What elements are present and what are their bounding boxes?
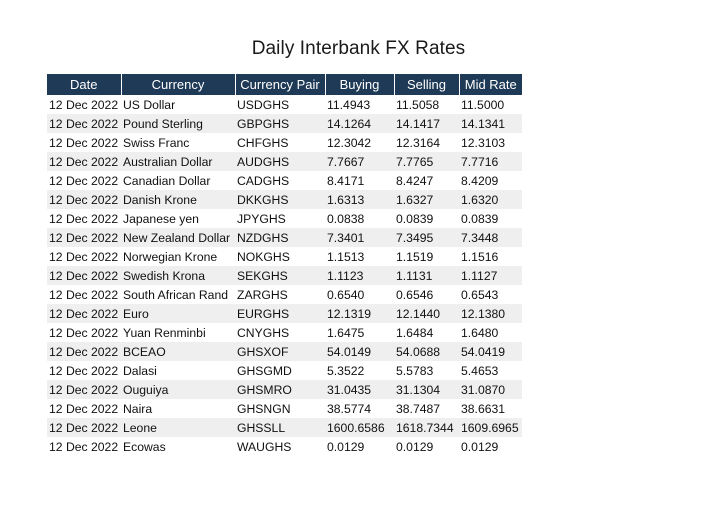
table-row: [47, 323, 522, 342]
cell-selling: 1.6327: [394, 190, 459, 209]
cell-selling: 1618.7344: [394, 418, 459, 437]
cell-selling: 7.7765: [394, 152, 459, 171]
cell-currency: Danish Krone: [121, 190, 235, 209]
cell-currency-pair: NZDGHS: [235, 228, 325, 247]
cell-selling: 0.0839: [394, 209, 459, 228]
cell-currency-pair: NOKGHS: [235, 247, 325, 266]
cell-selling: 11.5058: [394, 95, 459, 114]
cell-currency: Canadian Dollar: [121, 171, 235, 190]
cell-currency-pair: DKKGHS: [235, 190, 325, 209]
table-row: [47, 266, 522, 285]
cell-selling: 38.7487: [394, 399, 459, 418]
cell-date: 12 Dec 2022: [47, 361, 121, 380]
table-row: [47, 247, 522, 266]
cell-selling: 14.1417: [394, 114, 459, 133]
cell-buying: 1.1513: [325, 247, 394, 266]
cell-currency-pair: AUDGHS: [235, 152, 325, 171]
page-title: Daily Interbank FX Rates: [251, 38, 466, 59]
cell-buying: 7.3401: [325, 228, 394, 247]
cell-selling: 8.4247: [394, 171, 459, 190]
cell-mid-rate: 5.4653: [459, 361, 522, 380]
cell-buying: 0.0129: [325, 437, 394, 456]
cell-mid-rate: 8.4209: [459, 171, 522, 190]
cell-date: 12 Dec 2022: [47, 285, 121, 304]
cell-buying: 12.3042: [325, 133, 394, 152]
header-date: Date: [47, 74, 121, 95]
cell-mid-rate: 1.6480: [459, 323, 522, 342]
cell-selling: 0.6546: [394, 285, 459, 304]
header-mid-rate: Mid Rate: [459, 74, 522, 95]
cell-selling: 1.1519: [394, 247, 459, 266]
table-row: [47, 437, 522, 456]
cell-currency-pair: WAUGHS: [235, 437, 325, 456]
cell-date: 12 Dec 2022: [47, 190, 121, 209]
cell-currency: New Zealand Dollar: [121, 228, 235, 247]
cell-buying: 1.6313: [325, 190, 394, 209]
table-row: [47, 133, 522, 152]
cell-date: 12 Dec 2022: [47, 304, 121, 323]
cell-currency: Norwegian Krone: [121, 247, 235, 266]
cell-buying: 1.6475: [325, 323, 394, 342]
cell-currency: Dalasi: [121, 361, 235, 380]
cell-currency-pair: ZARGHS: [235, 285, 325, 304]
cell-buying: 0.6540: [325, 285, 394, 304]
cell-date: 12 Dec 2022: [47, 342, 121, 361]
cell-buying: 38.5774: [325, 399, 394, 418]
cell-currency-pair: GHSNGN: [235, 399, 325, 418]
cell-date: 12 Dec 2022: [47, 323, 121, 342]
cell-currency: Swedish Krona: [121, 266, 235, 285]
cell-selling: 12.3164: [394, 133, 459, 152]
cell-currency: BCEAO: [121, 342, 235, 361]
cell-currency-pair: GHSSLL: [235, 418, 325, 437]
cell-selling: 1.6484: [394, 323, 459, 342]
cell-mid-rate: 1.1516: [459, 247, 522, 266]
cell-buying: 12.1319: [325, 304, 394, 323]
cell-date: 12 Dec 2022: [47, 437, 121, 456]
cell-mid-rate: 1609.6965: [459, 418, 522, 437]
cell-buying: 7.7667: [325, 152, 394, 171]
cell-mid-rate: 12.1380: [459, 304, 522, 323]
table-row: [47, 285, 522, 304]
cell-mid-rate: 1.6320: [459, 190, 522, 209]
cell-buying: 54.0149: [325, 342, 394, 361]
cell-buying: 1600.6586: [325, 418, 394, 437]
cell-date: 12 Dec 2022: [47, 380, 121, 399]
cell-buying: 0.0838: [325, 209, 394, 228]
table-row: [47, 171, 522, 190]
cell-selling: 54.0688: [394, 342, 459, 361]
cell-date: 12 Dec 2022: [47, 399, 121, 418]
header-currency-pair: Currency Pair: [235, 74, 325, 95]
cell-mid-rate: 14.1341: [459, 114, 522, 133]
table-row: [47, 399, 522, 418]
cell-currency-pair: USDGHS: [235, 95, 325, 114]
cell-buying: 1.1123: [325, 266, 394, 285]
cell-selling: 12.1440: [394, 304, 459, 323]
cell-mid-rate: 1.1127: [459, 266, 522, 285]
table-row: [47, 190, 522, 209]
cell-selling: 31.1304: [394, 380, 459, 399]
cell-currency-pair: GHSGMD: [235, 361, 325, 380]
cell-currency: Yuan Renminbi: [121, 323, 235, 342]
cell-mid-rate: 7.7716: [459, 152, 522, 171]
cell-mid-rate: 0.0129: [459, 437, 522, 456]
table-row: [47, 380, 522, 399]
cell-currency: Leone: [121, 418, 235, 437]
cell-buying: 8.4171: [325, 171, 394, 190]
table-body: [47, 95, 522, 456]
cell-date: 12 Dec 2022: [47, 152, 121, 171]
cell-mid-rate: 54.0419: [459, 342, 522, 361]
cell-mid-rate: 12.3103: [459, 133, 522, 152]
cell-currency: Japanese yen: [121, 209, 235, 228]
cell-selling: 7.3495: [394, 228, 459, 247]
cell-mid-rate: 0.6543: [459, 285, 522, 304]
cell-selling: 5.5783: [394, 361, 459, 380]
cell-selling: 1.1131: [394, 266, 459, 285]
cell-date: 12 Dec 2022: [47, 209, 121, 228]
cell-currency-pair: GBPGHS: [235, 114, 325, 133]
cell-currency: Swiss Franc: [121, 133, 235, 152]
cell-currency: Pound Sterling: [121, 114, 235, 133]
cell-date: 12 Dec 2022: [47, 266, 121, 285]
table-row: [47, 418, 522, 437]
cell-date: 12 Dec 2022: [47, 133, 121, 152]
cell-currency: Ecowas: [121, 437, 235, 456]
cell-currency-pair: GHSMRO: [235, 380, 325, 399]
cell-mid-rate: 11.5000: [459, 95, 522, 114]
cell-buying: 11.4943: [325, 95, 394, 114]
cell-buying: 14.1264: [325, 114, 394, 133]
cell-date: 12 Dec 2022: [47, 171, 121, 190]
table-header-row: [47, 74, 522, 95]
cell-currency-pair: GHSXOF: [235, 342, 325, 361]
cell-mid-rate: 7.3448: [459, 228, 522, 247]
table-row: [47, 342, 522, 361]
fx-rates-table: [47, 74, 522, 456]
table-row: [47, 361, 522, 380]
cell-mid-rate: 38.6631: [459, 399, 522, 418]
table-row: [47, 209, 522, 228]
cell-mid-rate: 0.0839: [459, 209, 522, 228]
table-row: [47, 152, 522, 171]
cell-currency-pair: CHFGHS: [235, 133, 325, 152]
table-row: [47, 304, 522, 323]
header-currency: Currency: [121, 74, 235, 95]
cell-buying: 31.0435: [325, 380, 394, 399]
cell-date: 12 Dec 2022: [47, 228, 121, 247]
cell-date: 12 Dec 2022: [47, 95, 121, 114]
header-buying: Buying: [325, 74, 394, 95]
cell-currency-pair: JPYGHS: [235, 209, 325, 228]
table-row: [47, 228, 522, 247]
cell-currency: Euro: [121, 304, 235, 323]
table-row: [47, 95, 522, 114]
cell-currency: Naira: [121, 399, 235, 418]
cell-currency: US Dollar: [121, 95, 235, 114]
cell-date: 12 Dec 2022: [47, 247, 121, 266]
cell-selling: 0.0129: [394, 437, 459, 456]
cell-currency-pair: CNYGHS: [235, 323, 325, 342]
cell-date: 12 Dec 2022: [47, 418, 121, 437]
table-row: [47, 114, 522, 133]
cell-currency-pair: SEKGHS: [235, 266, 325, 285]
cell-date: 12 Dec 2022: [47, 114, 121, 133]
cell-currency: South African Rand: [121, 285, 235, 304]
cell-currency: Australian Dollar: [121, 152, 235, 171]
cell-mid-rate: 31.0870: [459, 380, 522, 399]
cell-currency-pair: CADGHS: [235, 171, 325, 190]
header-selling: Selling: [394, 74, 459, 95]
cell-currency: Ouguiya: [121, 380, 235, 399]
cell-buying: 5.3522: [325, 361, 394, 380]
cell-currency-pair: EURGHS: [235, 304, 325, 323]
